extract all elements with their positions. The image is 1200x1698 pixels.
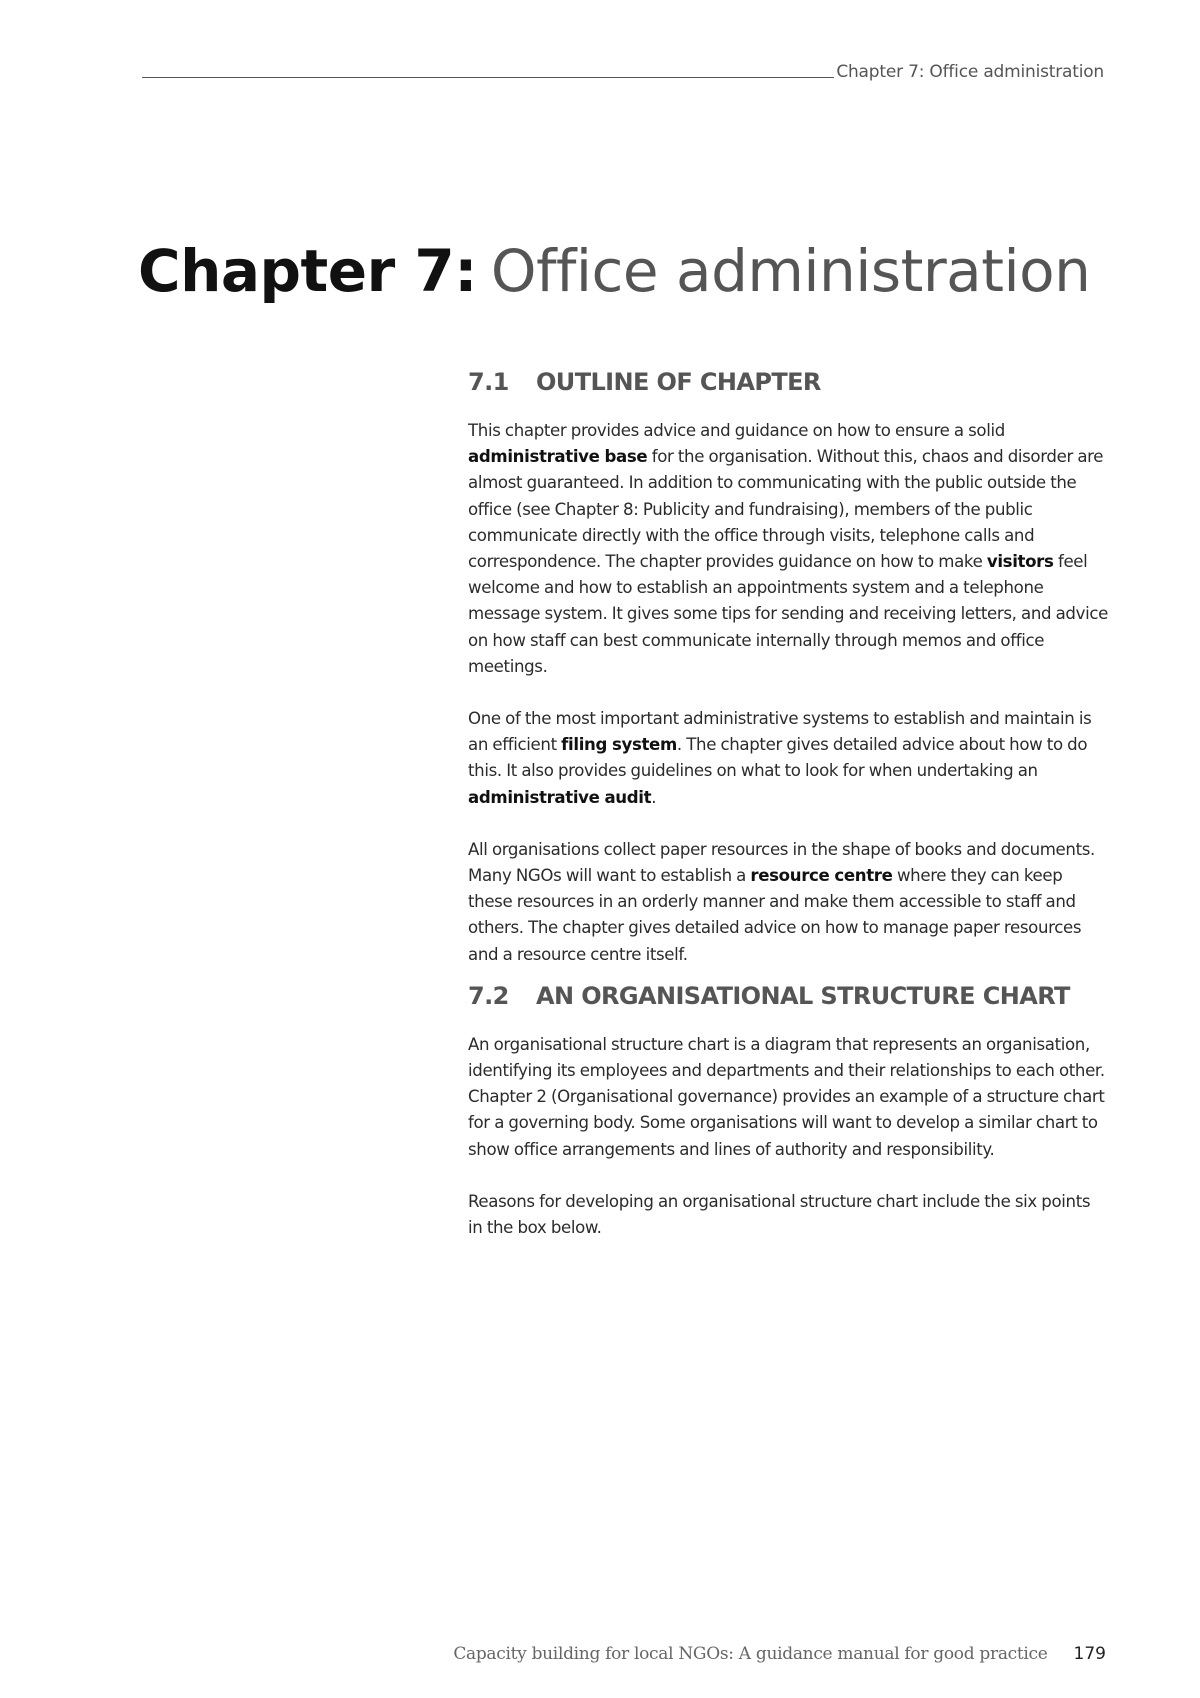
- section-heading: [468, 368, 1108, 396]
- paragraph: [468, 418, 1108, 680]
- bold-term: resource centre: [750, 866, 893, 886]
- paragraph: [468, 837, 1108, 968]
- text-run: This chapter provides advice and guidance on how to ensure a solid: [468, 421, 1005, 440]
- text-run: One of the most important administrative systems to establish and maintain is an efficient: [468, 709, 1092, 755]
- section-structure-chart: [468, 982, 1108, 1241]
- bold-term: administrative base: [468, 447, 648, 467]
- bold-term: filing system: [561, 735, 677, 755]
- bold-term: administrative audit: [468, 787, 652, 807]
- bold-term: visitors: [986, 552, 1054, 572]
- text-run: . The chapter gives detailed advice about how to do this. It also provides guidelines on what to look for when undertaking an: [468, 735, 1088, 781]
- text-run: An organisational structure chart is a diagram that represents an organisation, identifying its employees and departments and their relationships to each other. Chapter 2 (Organisational governance) provides an example of a structure chart for a governing body. Some organisations will want to develop a similar chart to show office arrangements and lines of authority and responsibility.: [468, 1034, 1105, 1159]
- page-number: 179: [1073, 1644, 1106, 1664]
- chapter-label: Chapter 7:: [138, 237, 477, 305]
- text-run: for the organisation. Without this, chaos and disorder are almost guaranteed. In addition to communicating with the public outside the office (see Chapter 8: Publicity and fundraising), members of the public communicate directly with the office through visits, telephone calls and correspondence. The chapter provides guidance on how to make: [468, 447, 1104, 572]
- running-header: [142, 62, 1104, 82]
- paragraph: [468, 1189, 1108, 1241]
- chapter-name: Office administration: [490, 237, 1091, 305]
- section-title: OUTLINE OF CHAPTER: [536, 368, 821, 396]
- section-title: AN ORGANISATIONAL STRUCTURE CHART: [536, 981, 1070, 1010]
- section-outline: [468, 368, 1108, 968]
- text-run: Reasons for developing an organisational structure chart include the six points in the box below.: [468, 1191, 1091, 1238]
- paragraph: [468, 706, 1108, 811]
- paragraph: [468, 1032, 1108, 1163]
- text-run: where they can keep these resources in an orderly manner and make them accessible to staff and others. The chapter gives detailed advice on how to manage paper resources and a resource centre itself.: [468, 866, 1082, 964]
- text-run: .: [651, 787, 657, 807]
- footer-title: Capacity building for local NGOs: A guidance manual for good practice: [453, 1644, 1048, 1664]
- section-heading: [468, 982, 1108, 1010]
- section-number: 7.1: [468, 368, 509, 396]
- header-rule: [142, 77, 834, 78]
- chapter-title: [138, 236, 1090, 306]
- section-number: 7.2: [468, 981, 509, 1010]
- main-content: [468, 368, 1108, 1267]
- running-header-title: Chapter 7: Office administration: [836, 62, 1104, 82]
- page-footer: [438, 1644, 1106, 1664]
- text-run: feel welcome and how to establish an appointments system and a telephone message system. It gives some tips for sending and receiving letters, and advice on how staff can best communicate internally through memos and office meetings.: [468, 552, 1108, 676]
- text-run: All organisations collect paper resources in the shape of books and documents. Many NGOs will want to establish a: [468, 839, 1095, 886]
